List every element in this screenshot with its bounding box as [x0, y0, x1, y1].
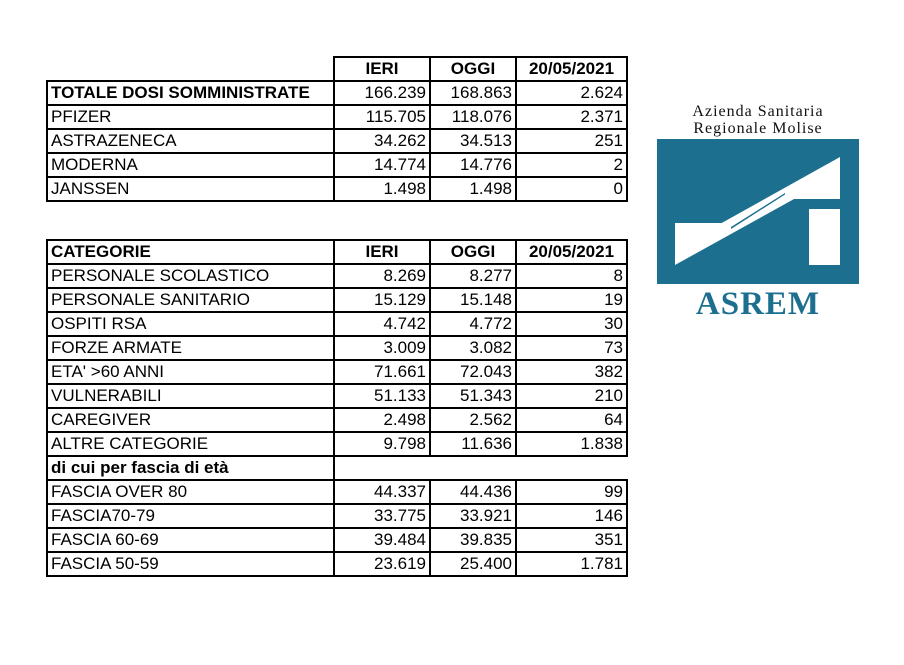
cell-date: 1.838 — [516, 432, 627, 456]
cell-ieri: 39.484 — [334, 528, 430, 552]
cell-ieri: 4.742 — [334, 312, 430, 336]
cell-ieri: 51.133 — [334, 384, 430, 408]
header-date: 20/05/2021 — [516, 240, 627, 264]
cell-date: 64 — [516, 408, 627, 432]
row-label: FASCIA 60-69 — [47, 528, 334, 552]
table-row — [47, 360, 627, 384]
row-label: ALTRE CATEGORIE — [47, 432, 334, 456]
cell-oggi: 1.498 — [430, 177, 516, 201]
row-label: PERSONALE SANITARIO — [47, 288, 334, 312]
row-label: ETA' >60 ANNI — [47, 360, 334, 384]
table-row — [47, 552, 627, 576]
cell-ieri: 8.269 — [334, 264, 430, 288]
cell-oggi: 51.343 — [430, 384, 516, 408]
cell-oggi: 15.148 — [430, 288, 516, 312]
table-row — [47, 105, 627, 129]
cell-date: 2 — [516, 153, 627, 177]
logo-mark-lower-stroke — [675, 183, 823, 265]
logo-mark-right-bar — [809, 209, 840, 265]
cell-oggi: 34.513 — [430, 129, 516, 153]
cell-date: 146 — [516, 504, 627, 528]
cell-date: 19 — [516, 288, 627, 312]
table-row — [47, 336, 627, 360]
cell-date: 0 — [516, 177, 627, 201]
cell-ieri: 15.129 — [334, 288, 430, 312]
table-row — [47, 288, 627, 312]
cell-ieri: 166.239 — [334, 81, 430, 105]
logo-wordmark: ASREM — [695, 286, 821, 322]
cell-ieri: 9.798 — [334, 432, 430, 456]
row-label: FASCIA70-79 — [47, 504, 334, 528]
cell-date: 210 — [516, 384, 627, 408]
cell-date: 2.624 — [516, 81, 627, 105]
cell-ieri: 3.009 — [334, 336, 430, 360]
row-label: VULNERABILI — [47, 384, 334, 408]
row-label: PFIZER — [47, 105, 334, 129]
table-dosi-somministrate — [46, 56, 628, 202]
subheading-row — [47, 456, 627, 480]
subheading-blank-cell — [334, 456, 627, 480]
table-header-row — [47, 240, 627, 264]
row-label: FASCIA OVER 80 — [47, 480, 334, 504]
row-label: ASTRAZENECA — [47, 129, 334, 153]
table-categorie — [46, 239, 628, 577]
header-ieri: IERI — [334, 240, 430, 264]
table-row — [47, 153, 627, 177]
table-row — [47, 504, 627, 528]
cell-date: 1.781 — [516, 552, 627, 576]
row-label: TOTALE DOSI SOMMINISTRATE — [47, 81, 334, 105]
table-header-row — [47, 57, 627, 81]
table-row — [47, 312, 627, 336]
cell-date: 8 — [516, 264, 627, 288]
cell-date: 351 — [516, 528, 627, 552]
row-label: PERSONALE SCOLASTICO — [47, 264, 334, 288]
cell-oggi: 8.277 — [430, 264, 516, 288]
cell-ieri: 44.337 — [334, 480, 430, 504]
cell-ieri: 115.705 — [334, 105, 430, 129]
cell-oggi: 118.076 — [430, 105, 516, 129]
header-ieri: IERI — [334, 57, 430, 81]
cell-date: 30 — [516, 312, 627, 336]
row-label: MODERNA — [47, 153, 334, 177]
logo-line-1: Azienda Sanitaria — [692, 103, 824, 120]
table-row — [47, 264, 627, 288]
cell-ieri: 71.661 — [334, 360, 430, 384]
row-label: FASCIA 50-59 — [47, 552, 334, 576]
header-oggi: OGGI — [430, 240, 516, 264]
row-label: OSPITI RSA — [47, 312, 334, 336]
table-dosi-body — [47, 57, 627, 201]
cell-oggi: 25.400 — [430, 552, 516, 576]
table-row — [47, 432, 627, 456]
table-row — [47, 408, 627, 432]
cell-oggi: 2.562 — [430, 408, 516, 432]
table-categorie-body — [47, 240, 627, 576]
cell-ieri: 23.619 — [334, 552, 430, 576]
cell-oggi: 11.636 — [430, 432, 516, 456]
table-row — [47, 177, 627, 201]
cell-ieri: 34.262 — [334, 129, 430, 153]
logo-mark-icon — [657, 139, 859, 284]
row-label: FORZE ARMATE — [47, 336, 334, 360]
header-date: 20/05/2021 — [516, 57, 627, 81]
cell-oggi: 3.082 — [430, 336, 516, 360]
cell-date: 382 — [516, 360, 627, 384]
cell-oggi: 14.776 — [430, 153, 516, 177]
row-label: JANSSEN — [47, 177, 334, 201]
table-row — [47, 480, 627, 504]
header-empty-cell — [47, 57, 334, 81]
cell-oggi: 4.772 — [430, 312, 516, 336]
cell-oggi: 72.043 — [430, 360, 516, 384]
table-row — [47, 528, 627, 552]
cell-ieri: 14.774 — [334, 153, 430, 177]
cell-ieri: 33.775 — [334, 504, 430, 528]
table-row — [47, 129, 627, 153]
row-label: CAREGIVER — [47, 408, 334, 432]
cell-date: 2.371 — [516, 105, 627, 129]
table-row — [47, 384, 627, 408]
cell-ieri: 1.498 — [334, 177, 430, 201]
cell-ieri: 2.498 — [334, 408, 430, 432]
table-row — [47, 81, 627, 105]
cell-date: 99 — [516, 480, 627, 504]
cell-oggi: 168.863 — [430, 81, 516, 105]
subheading-age-groups: di cui per fascia di età — [47, 456, 334, 480]
logo-line-2: Regionale Molise — [693, 120, 823, 137]
header-oggi: OGGI — [430, 57, 516, 81]
cell-oggi: 44.436 — [430, 480, 516, 504]
logo-emblem — [657, 139, 859, 284]
cell-date: 73 — [516, 336, 627, 360]
asrem-logo — [655, 103, 861, 322]
cell-oggi: 33.921 — [430, 504, 516, 528]
cell-oggi: 39.835 — [430, 528, 516, 552]
header-categorie: CATEGORIE — [47, 240, 334, 264]
cell-date: 251 — [516, 129, 627, 153]
